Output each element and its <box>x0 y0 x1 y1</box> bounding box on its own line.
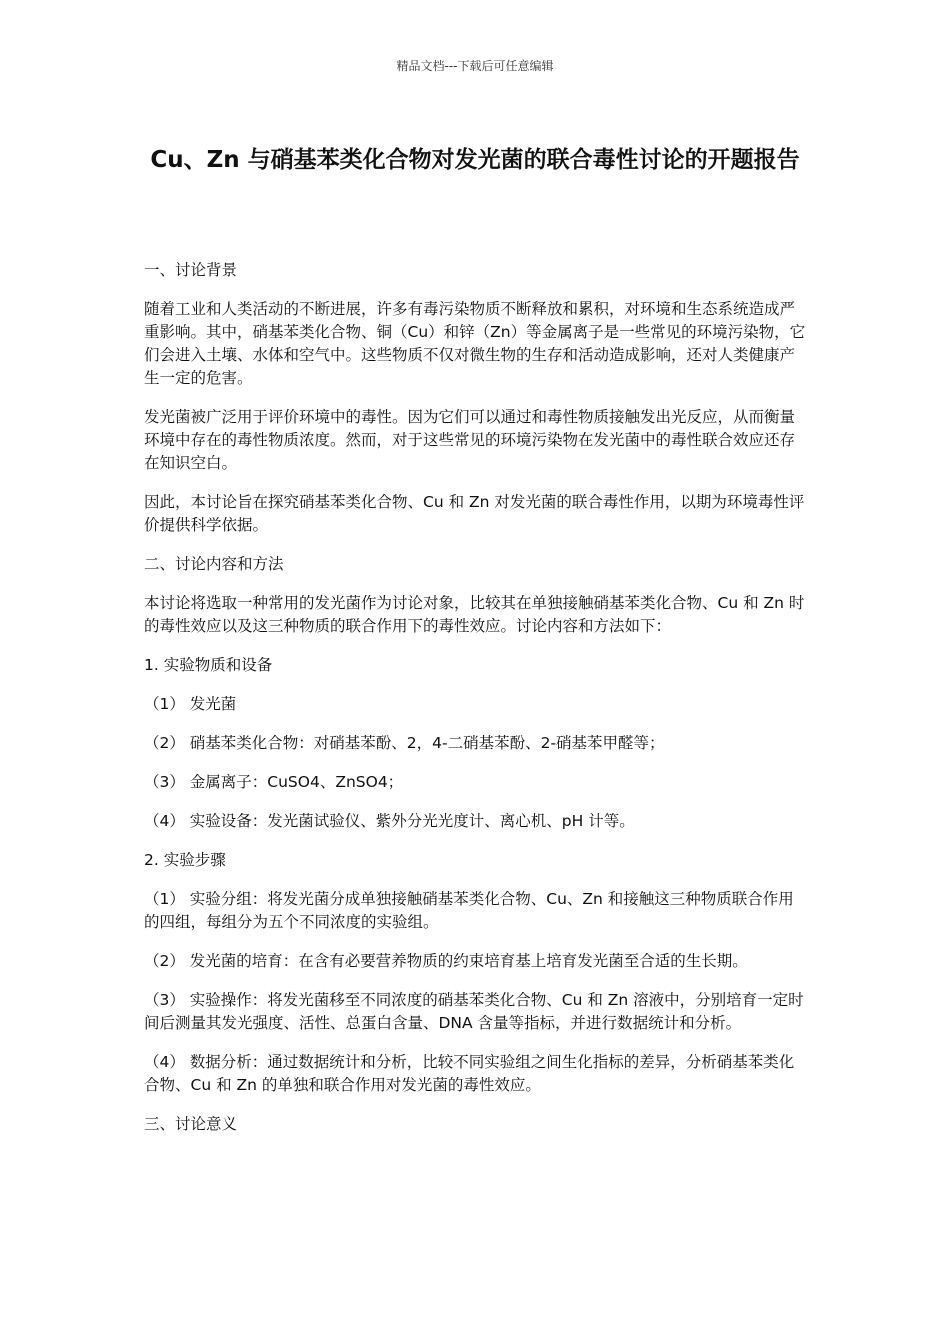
background-paragraph-1: 随着工业和人类活动的不断进展，许多有毒污染物质不断释放和累积，对环境和生态系统造成严重影响。其中，硝基苯类化合物、铜（Cu）和锌（Zn）等金属离子是一些常见的环境污染物，它们会进入土壤、水体和空气中。这些物质不仅对微生物的生存和活动造成影响，还对人类健康产生一定的危害。 <box>144 300 806 387</box>
materials-item-4: （4） 实验设备：发光菌试验仪、紫外分光光度计、离心机、pH 计等。 <box>144 812 635 830</box>
subsection-heading-materials: 1. 实验物质和设备 <box>144 656 273 674</box>
section-heading-content-methods: 二、讨论内容和方法 <box>144 555 284 573</box>
steps-item-1: （1） 实验分组：将发光菌分成单独接触硝基苯类化合物、Cu、Zn 和接触这三种物质联合作用的四组，每组分为五个不同浓度的实验组。 <box>144 890 794 931</box>
steps-item-2: （2） 发光菌的培育：在含有必要营养物质的约束培育基上培育发光菌至合适的生长期。 <box>144 952 748 970</box>
subsection-heading-steps: 2. 实验步骤 <box>144 851 226 869</box>
document-title: Cu、Zn 与硝基苯类化合物对发光菌的联合毒性讨论的开题报告 <box>150 147 800 173</box>
document-body <box>144 259 808 1152</box>
materials-item-2: （2） 硝基苯类化合物：对硝基苯酚、2，4-二硝基苯酚、2-硝基苯甲醛等； <box>144 734 665 752</box>
materials-item-1: （1） 发光菌 <box>144 695 237 713</box>
content-methods-intro: 本讨论将选取一种常用的发光菌作为讨论对象，比较其在单独接触硝基苯类化合物、Cu 和 Zn 时的毒性效应以及这三种物质的联合作用下的毒性效应。讨论内容和方法如下： <box>144 594 805 635</box>
section-heading-background: 一、讨论背景 <box>144 261 238 279</box>
materials-item-3: （3） 金属离子：CuSO4、ZnSO4； <box>144 773 404 791</box>
steps-item-3: （3） 实验操作：将发光菌移至不同浓度的硝基苯类化合物、Cu 和 Zn 溶液中，分别培育一定时间后测量其发光强度、活性、总蛋白含量、DNA 含量等指标，并进行数据统计和分析。 <box>144 991 804 1032</box>
header-note: 精品文档---下载后可任意编辑 <box>396 59 554 73</box>
section-heading-significance: 三、讨论意义 <box>144 1115 238 1133</box>
steps-item-4: （4） 数据分析：通过数据统计和分析，比较不同实验组之间生化指标的差异，分析硝基苯类化合物、Cu 和 Zn 的单独和联合作用对发光菌的毒性效应。 <box>144 1053 795 1094</box>
background-paragraph-3: 因此，本讨论旨在探究硝基苯类化合物、Cu 和 Zn 对发光菌的联合毒性作用，以期为环境毒性评价提供科学依据。 <box>144 493 805 534</box>
background-paragraph-2: 发光菌被广泛用于评价环境中的毒性。因为它们可以通过和毒性物质接触发出光反应，从而衡量环境中存在的毒性物质浓度。然而，对于这些常见的环境污染物在发光菌中的毒性联合效应还存在知识空白。 <box>144 408 796 472</box>
